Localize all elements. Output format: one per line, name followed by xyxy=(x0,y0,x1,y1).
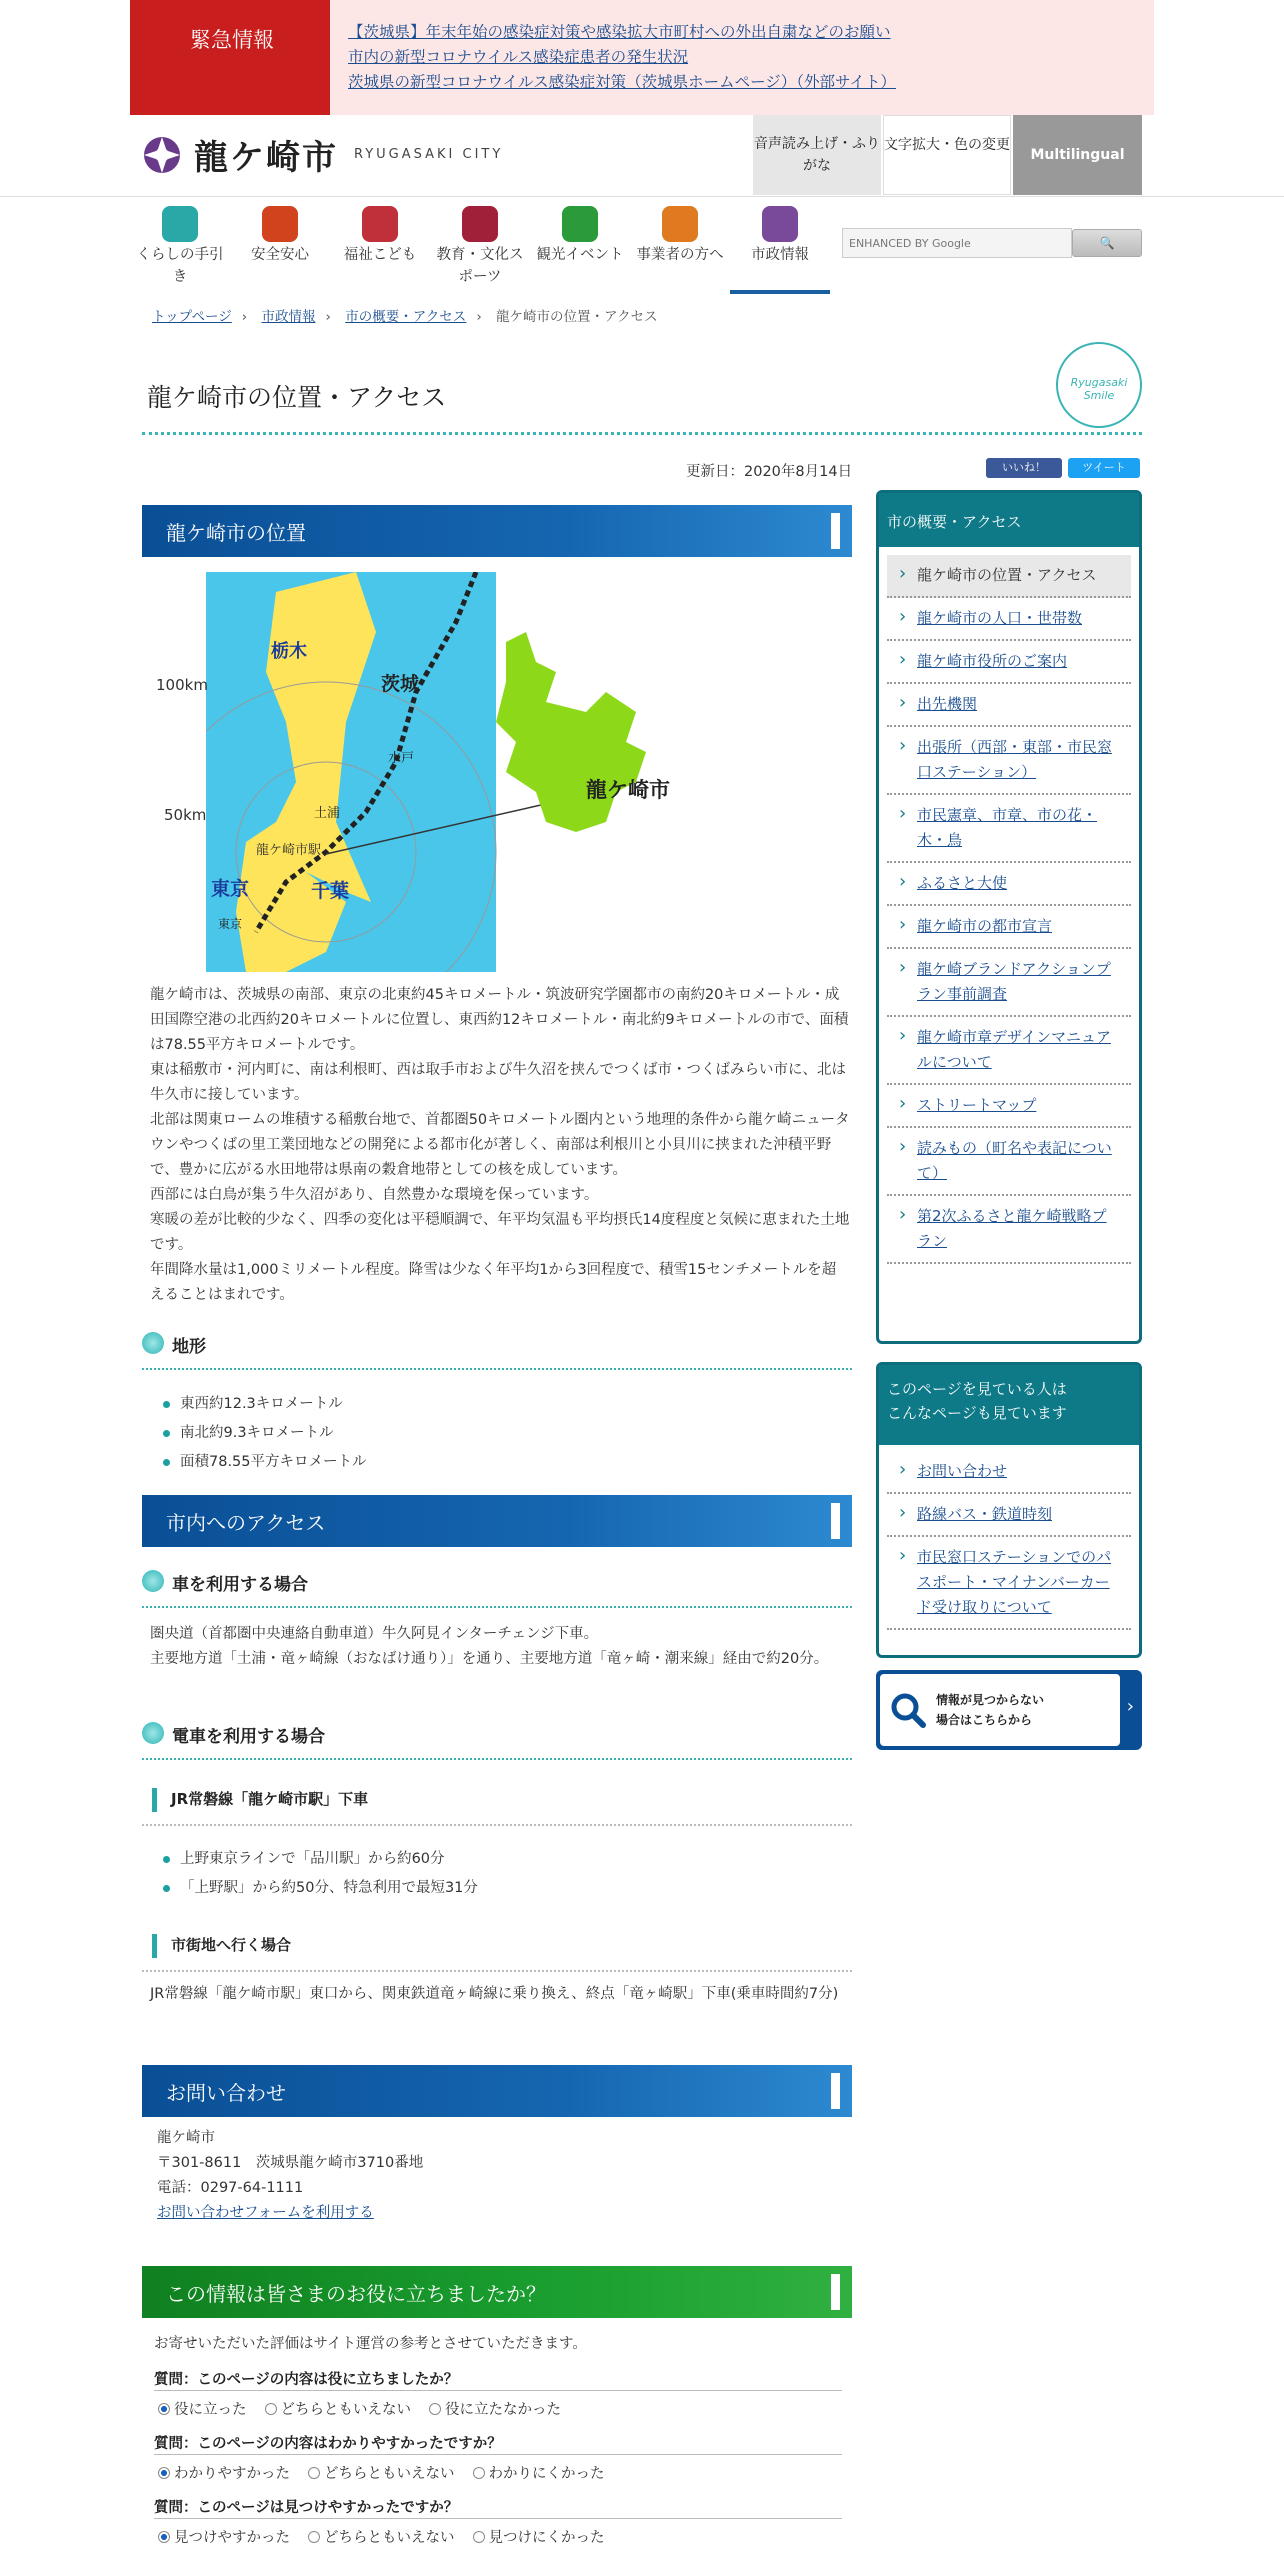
survey-options xyxy=(158,2526,605,2547)
facebook-like-button[interactable]: いいね！ xyxy=(986,458,1062,478)
person-icon xyxy=(162,206,198,242)
sidebar-item[interactable]: › 出張所（西部・東部・市民窓口ステーション） xyxy=(887,727,1131,795)
survey-question: 質問：このページの内容はわかりやすかったですか？ xyxy=(154,2436,502,2452)
survey-question: 質問：このページは見つけやすかったですか？ xyxy=(154,2500,459,2516)
voice-button[interactable]: 音声読み上げ・ふりがな xyxy=(753,115,881,195)
emergency-label: 緊急情報 xyxy=(130,0,330,115)
survey-options xyxy=(158,2462,605,2483)
bullet-icon xyxy=(142,1570,164,1592)
camera-icon xyxy=(562,206,598,242)
sidebar-item[interactable]: › ストリートマップ xyxy=(887,1085,1131,1128)
list-item: 「上野駅」から約50分、特急利用で最短31分 xyxy=(158,1874,478,1903)
city-emblem-icon xyxy=(142,135,182,175)
car-text: 圏央道（首都圏中央連絡自動車道）牛久阿見インターチェンジ下車。 主要地方道「土浦・竜ヶ崎線（おなばけ通り）」を通り、主要地方道「竜ヶ崎・潮来線」経由で約20分。 xyxy=(150,1626,829,1667)
radio-icon xyxy=(158,2467,170,2479)
map-label-chiba: 千葉 xyxy=(311,880,350,902)
updated-date: 更新日：2020年8月14日 xyxy=(686,464,853,480)
sidebar-item[interactable]: › 第2次ふるさと龍ケ崎戦略プラン xyxy=(887,1196,1131,1264)
radio-option[interactable]: 見つけにくかった xyxy=(473,2526,605,2547)
location-map xyxy=(206,572,706,972)
map-label-tokyo: 東京 xyxy=(211,878,250,900)
map-radius-100: 100km xyxy=(156,676,208,694)
emergency-banner xyxy=(130,0,1154,115)
contact-form-link[interactable]: お問い合わせフォームを利用する xyxy=(157,2205,374,2221)
radio-option[interactable]: わかりやすかった xyxy=(158,2462,290,2483)
emergency-link[interactable]: 【茨城県】年末年始の感染症対策や感染拡大市町村への外出自粛などのお願い xyxy=(348,23,891,41)
radio-option[interactable]: 見つけやすかった xyxy=(158,2526,290,2547)
breadcrumb: トップページ › 市政情報 › 市の概要・アクセス › 龍ケ崎市の位置・アクセス xyxy=(152,309,658,325)
map-label-station: 龍ケ崎市駅 xyxy=(256,843,322,858)
list-item: 面積78.55平方キロメートル xyxy=(158,1448,367,1477)
megaphone-icon xyxy=(262,206,298,242)
worker-icon xyxy=(662,206,698,242)
bullet-icon xyxy=(142,1332,164,1354)
contact-info: 龍ケ崎市 〒301-8611 茨城県龍ケ崎市3710番地 電話：0297-64-1111 お問い合わせフォームを利用する xyxy=(157,2126,857,2226)
radio-icon xyxy=(308,2467,320,2479)
nav-kyoiku[interactable]: 教育・文化スポーツ xyxy=(430,198,530,294)
map-radius-50: 50km xyxy=(164,806,207,824)
emergency-link[interactable]: 市内の新型コロナウイルス感染症患者の発生状況 xyxy=(348,48,689,66)
map-label-tokyo-station: 東京 xyxy=(218,917,243,931)
city-name-en: RYUGASAKI CITY xyxy=(354,147,504,162)
baby-bottle-icon xyxy=(362,206,398,242)
position-text: 龍ケ崎市は、茨城県の南部、東京の北東約45キロメートル・筑波研究学園都市の南約20キロメートル・成田国際空港の北西約20キロメートルに位置し、東西約12キロメートル・南北約9キロメートルの市で、面積は78.55平方キロメートルです。 東は稲敷市・河内町に、南は利根町、西は取手市および牛久沼を挟んでつくば市・つくばみらい市に、北は牛久市に接しています。 北部は関東ロームの堆積する稲敷台地で、首都圏50キロメートル圏内という地理的条件から龍ケ崎ニュータウンやつくばの里工業団地などの開発による都市化が著しく、南部は利根川と小貝川に挟まれた沖積平野で、豊かに広がる水田地帯は県南の穀倉地帯としての核を成しています。 西部には白鳥が集う牛久沼があり、自然豊かな環境を保っています。 寒暖の差が比較的少なく、四季の変化は平穏順調で、年平均気温も平均摂氏14度程度と気候に恵まれた土地です。 年間降水量は1,000ミリメートル程度。降雪は少なく年平均1から3回程度で、積雪15センチメートルを超えることはまれです。 xyxy=(150,987,850,1303)
nav-fukushi[interactable]: 福祉こども xyxy=(330,198,430,294)
nav-anzen[interactable]: 安全安心 xyxy=(230,198,330,294)
sidebar-item[interactable]: › 龍ケ崎市の位置・アクセス xyxy=(887,555,1131,598)
site-search xyxy=(842,228,1142,258)
radio-option[interactable]: どちらともいえない xyxy=(308,2462,455,2483)
map-label-tsuchiura: 土浦 xyxy=(314,806,341,821)
section-heading-position: 龍ケ崎市の位置 xyxy=(142,505,852,557)
radio-option[interactable]: 役に立った xyxy=(158,2398,247,2419)
emergency-link[interactable]: 茨城県の新型コロナウイルス感染症対策（茨城県ホームページ）（外部サイト） xyxy=(348,73,896,91)
radio-option[interactable]: どちらともいえない xyxy=(308,2526,455,2547)
related-item[interactable]: › 市民窓口ステーションでのパスポート・マイナンバーカード受け取りについて xyxy=(887,1537,1131,1630)
train-heading: 電車を利用する場合 xyxy=(142,1722,852,1754)
sidebar-item[interactable]: › 龍ケ崎市章デザインマニュアルについて xyxy=(887,1017,1131,1085)
related-item[interactable]: › お問い合わせ xyxy=(887,1451,1131,1494)
radio-icon xyxy=(158,2403,170,2415)
list-item: 南北約9.3キロメートル xyxy=(158,1419,367,1448)
radio-icon xyxy=(308,2531,320,2543)
breadcrumb-shisei[interactable]: 市政情報 xyxy=(261,309,316,325)
nav-kurashi[interactable]: くらしの手引き xyxy=(130,198,230,294)
map-label-tochigi: 栃木 xyxy=(271,641,307,662)
search-button[interactable]: 🔍 xyxy=(1072,229,1142,257)
terrain-list xyxy=(158,1390,367,1477)
sidebar-related xyxy=(876,1362,1142,1658)
smile-stamp: Ryugasaki Smile xyxy=(1056,342,1142,428)
radio-option[interactable]: わかりにくかった xyxy=(473,2462,605,2483)
map-label-ibaraki: 茨城 xyxy=(381,673,420,695)
radio-icon xyxy=(473,2531,485,2543)
radio-option[interactable]: どちらともいえない xyxy=(265,2398,412,2419)
site-logo[interactable] xyxy=(142,130,503,179)
survey-question: 質問：このページの内容は役に立ちましたか？ xyxy=(154,2372,459,2388)
jr-heading: JR常磐線「龍ケ崎市駅」下車 xyxy=(152,1788,852,1812)
city-name: 龍ケ崎市 xyxy=(194,138,338,178)
terrain-heading: 地形 xyxy=(142,1332,852,1364)
tweet-button[interactable]: ツイート xyxy=(1068,458,1140,478)
map-label-city: 龍ケ崎市 xyxy=(586,778,670,802)
breadcrumb-top[interactable]: トップページ xyxy=(152,309,232,325)
town-heading: 市街地へ行く場合 xyxy=(152,1934,852,1958)
page-title: 龍ケ崎市の位置・アクセス xyxy=(147,383,447,412)
jr-list xyxy=(158,1845,478,1903)
sidebar-item[interactable]: › 読みもの（町名や表記について） xyxy=(887,1128,1131,1196)
text-size-button[interactable]: 文字拡大・色の変更 xyxy=(883,115,1011,195)
sidebar-title: 市の概要・アクセス xyxy=(879,493,1139,547)
survey-note: お寄せいただいた評価はサイト運営の参考とさせていただきます。 xyxy=(154,2336,587,2352)
global-nav xyxy=(130,198,830,294)
related-title: このページを見ている人は こんなページも見ています xyxy=(879,1365,1139,1445)
sidebar-item[interactable]: › 龍ケ崎市役所のご案内 xyxy=(887,641,1131,684)
document-icon xyxy=(762,206,798,242)
survey-options xyxy=(158,2398,561,2419)
related-item[interactable]: › 路線バス・鉄道時刻 xyxy=(887,1494,1131,1537)
section-heading-access: 市内へのアクセス xyxy=(142,1495,852,1547)
nav-shisei[interactable]: 市政情報 xyxy=(730,198,830,294)
title-divider xyxy=(142,432,1142,435)
sidebar-item[interactable]: › 龍ケ崎ブランドアクションプラン事前調査 xyxy=(887,949,1131,1017)
radio-icon xyxy=(265,2403,277,2415)
radio-icon xyxy=(473,2467,485,2479)
book-icon xyxy=(462,206,498,242)
search-input[interactable]: ENHANCED BY Google xyxy=(842,228,1072,258)
help-banner[interactable]: 情報が見つからない 場合はこちらから › xyxy=(876,1670,1142,1750)
nav-jigyosha[interactable]: 事業者の方へ xyxy=(630,198,730,294)
breadcrumb-current: 龍ケ崎市の位置・アクセス xyxy=(496,309,658,325)
list-item: 東西約12.3キロメートル xyxy=(158,1390,367,1419)
multilingual-button[interactable]: Multilingual xyxy=(1013,115,1142,195)
breadcrumb-gaiyo[interactable]: 市の概要・アクセス xyxy=(345,309,467,325)
radio-icon xyxy=(429,2403,441,2415)
sidebar-local-nav xyxy=(876,490,1142,1344)
map-label-mito: 水戸 xyxy=(388,751,415,766)
sidebar-item[interactable]: › 龍ケ崎市の都市宣言 xyxy=(887,906,1131,949)
survey-heading: この情報は皆さまのお役に立ちましたか？ xyxy=(142,2266,852,2318)
section-heading-contact: お問い合わせ xyxy=(142,2065,852,2117)
town-text: JR常磐線「龍ケ崎市駅」東口から、関東鉄道竜ヶ崎線に乗り換え、終点「竜ヶ崎駅」下車(乗車時間約7分) xyxy=(150,1986,839,2002)
nav-kanko[interactable]: 観光イベント xyxy=(530,198,630,294)
radio-icon xyxy=(158,2531,170,2543)
sidebar-item[interactable]: › 出先機関 xyxy=(887,684,1131,727)
sidebar-item[interactable]: › ふるさと大使 xyxy=(887,863,1131,906)
bullet-icon xyxy=(142,1722,164,1744)
sidebar-item[interactable]: › 市民憲章、市章、市の花・木・鳥 xyxy=(887,795,1131,863)
sidebar-item[interactable]: › 龍ケ崎市の人口・世帯数 xyxy=(887,598,1131,641)
radio-option[interactable]: 役に立たなかった xyxy=(429,2398,561,2419)
magnifier-icon xyxy=(890,1692,926,1728)
car-heading: 車を利用する場合 xyxy=(142,1570,852,1602)
chevron-right-icon: › xyxy=(1126,1696,1134,1717)
list-item: 上野東京ラインで「品川駅」から約60分 xyxy=(158,1845,478,1874)
